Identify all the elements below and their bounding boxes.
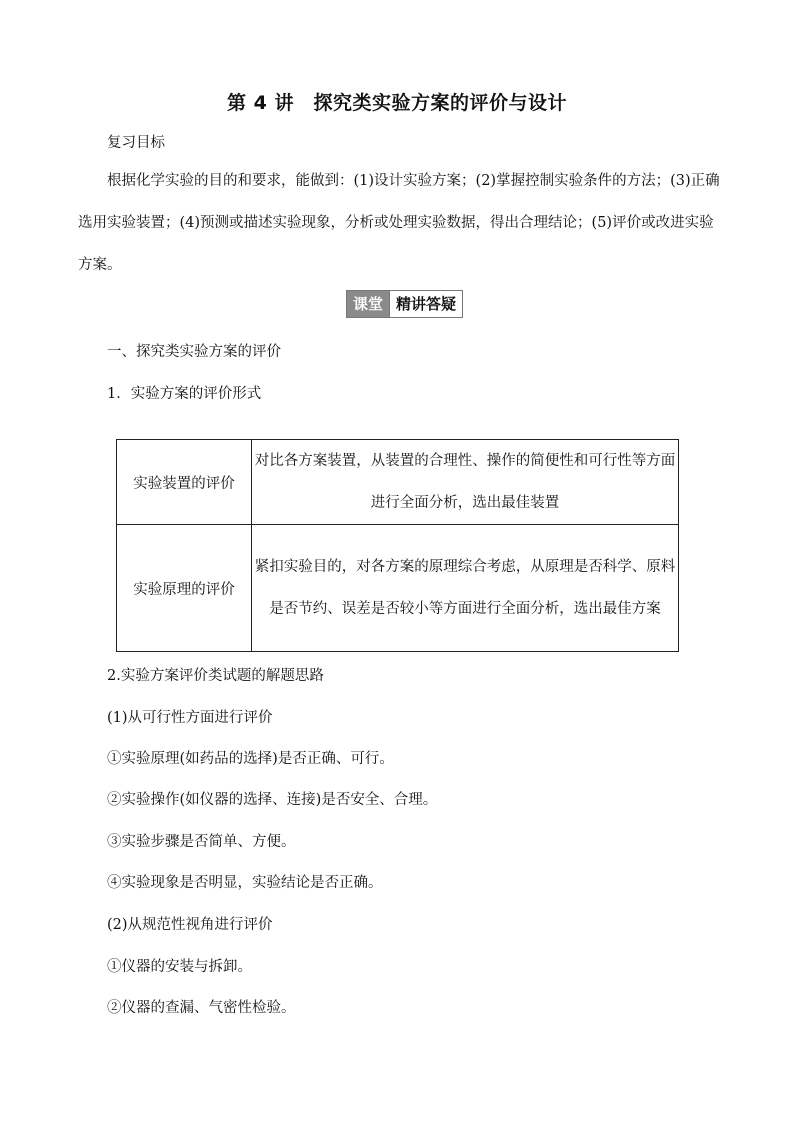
badge-label-topic: 精讲答疑 xyxy=(390,290,463,318)
page-title: 第 4 讲 探究类实验方案的评价与设计 xyxy=(227,92,567,114)
evaluation-table xyxy=(116,439,679,652)
list-item: ③实验步骤是否简单、方便。 xyxy=(107,834,296,850)
table-row xyxy=(117,440,679,525)
table-cell-label: 实验原理的评价 xyxy=(117,525,252,652)
section-badge xyxy=(346,290,463,318)
table-cell-description: 紧扣实验目的，对各方案的原理综合考虑，从原理是否科学、原料是否节约、误差是否较小等方面进行全面分析，选出最佳方案 xyxy=(252,525,679,652)
list-item: ①实验原理(如药品的选择)是否正确、可行。 xyxy=(107,751,394,767)
list-item: (1)从可行性方面进行评价 xyxy=(107,710,273,726)
subsection-heading: 2.实验方案评价类试题的解题思路 xyxy=(107,668,324,684)
table-row xyxy=(117,525,679,652)
review-heading: 复习目标 xyxy=(107,135,165,151)
subsection-heading: 1．实验方案的评价形式 xyxy=(107,386,262,402)
list-item: (2)从规范性视角进行评价 xyxy=(107,917,273,933)
badge-label-class: 课堂 xyxy=(346,290,390,318)
list-item: ②仪器的查漏、气密性检验。 xyxy=(107,1000,296,1016)
table-cell-description: 对比各方案装置，从装置的合理性、操作的简便性和可行性等方面进行全面分析，选出最佳装置 xyxy=(252,440,679,525)
section-heading: 一、探究类实验方案的评价 xyxy=(107,344,281,360)
review-paragraph: 根据化学实验的目的和要求，能做到：(1)设计实验方案；(2)掌握控制实验条件的方法；(3)正确选用实验装置；(4)预测或描述实验现象，分析或处理实验数据，得出合理结论；(5)评价或改进实验方案。 xyxy=(78,173,720,273)
table-cell-label: 实验装置的评价 xyxy=(117,440,252,525)
list-item: ④实验现象是否明显，实验结论是否正确。 xyxy=(107,875,383,891)
list-item: ②实验操作(如仪器的选择、连接)是否安全、合理。 xyxy=(107,792,438,808)
list-item: ①仪器的安装与拆卸。 xyxy=(107,959,252,975)
